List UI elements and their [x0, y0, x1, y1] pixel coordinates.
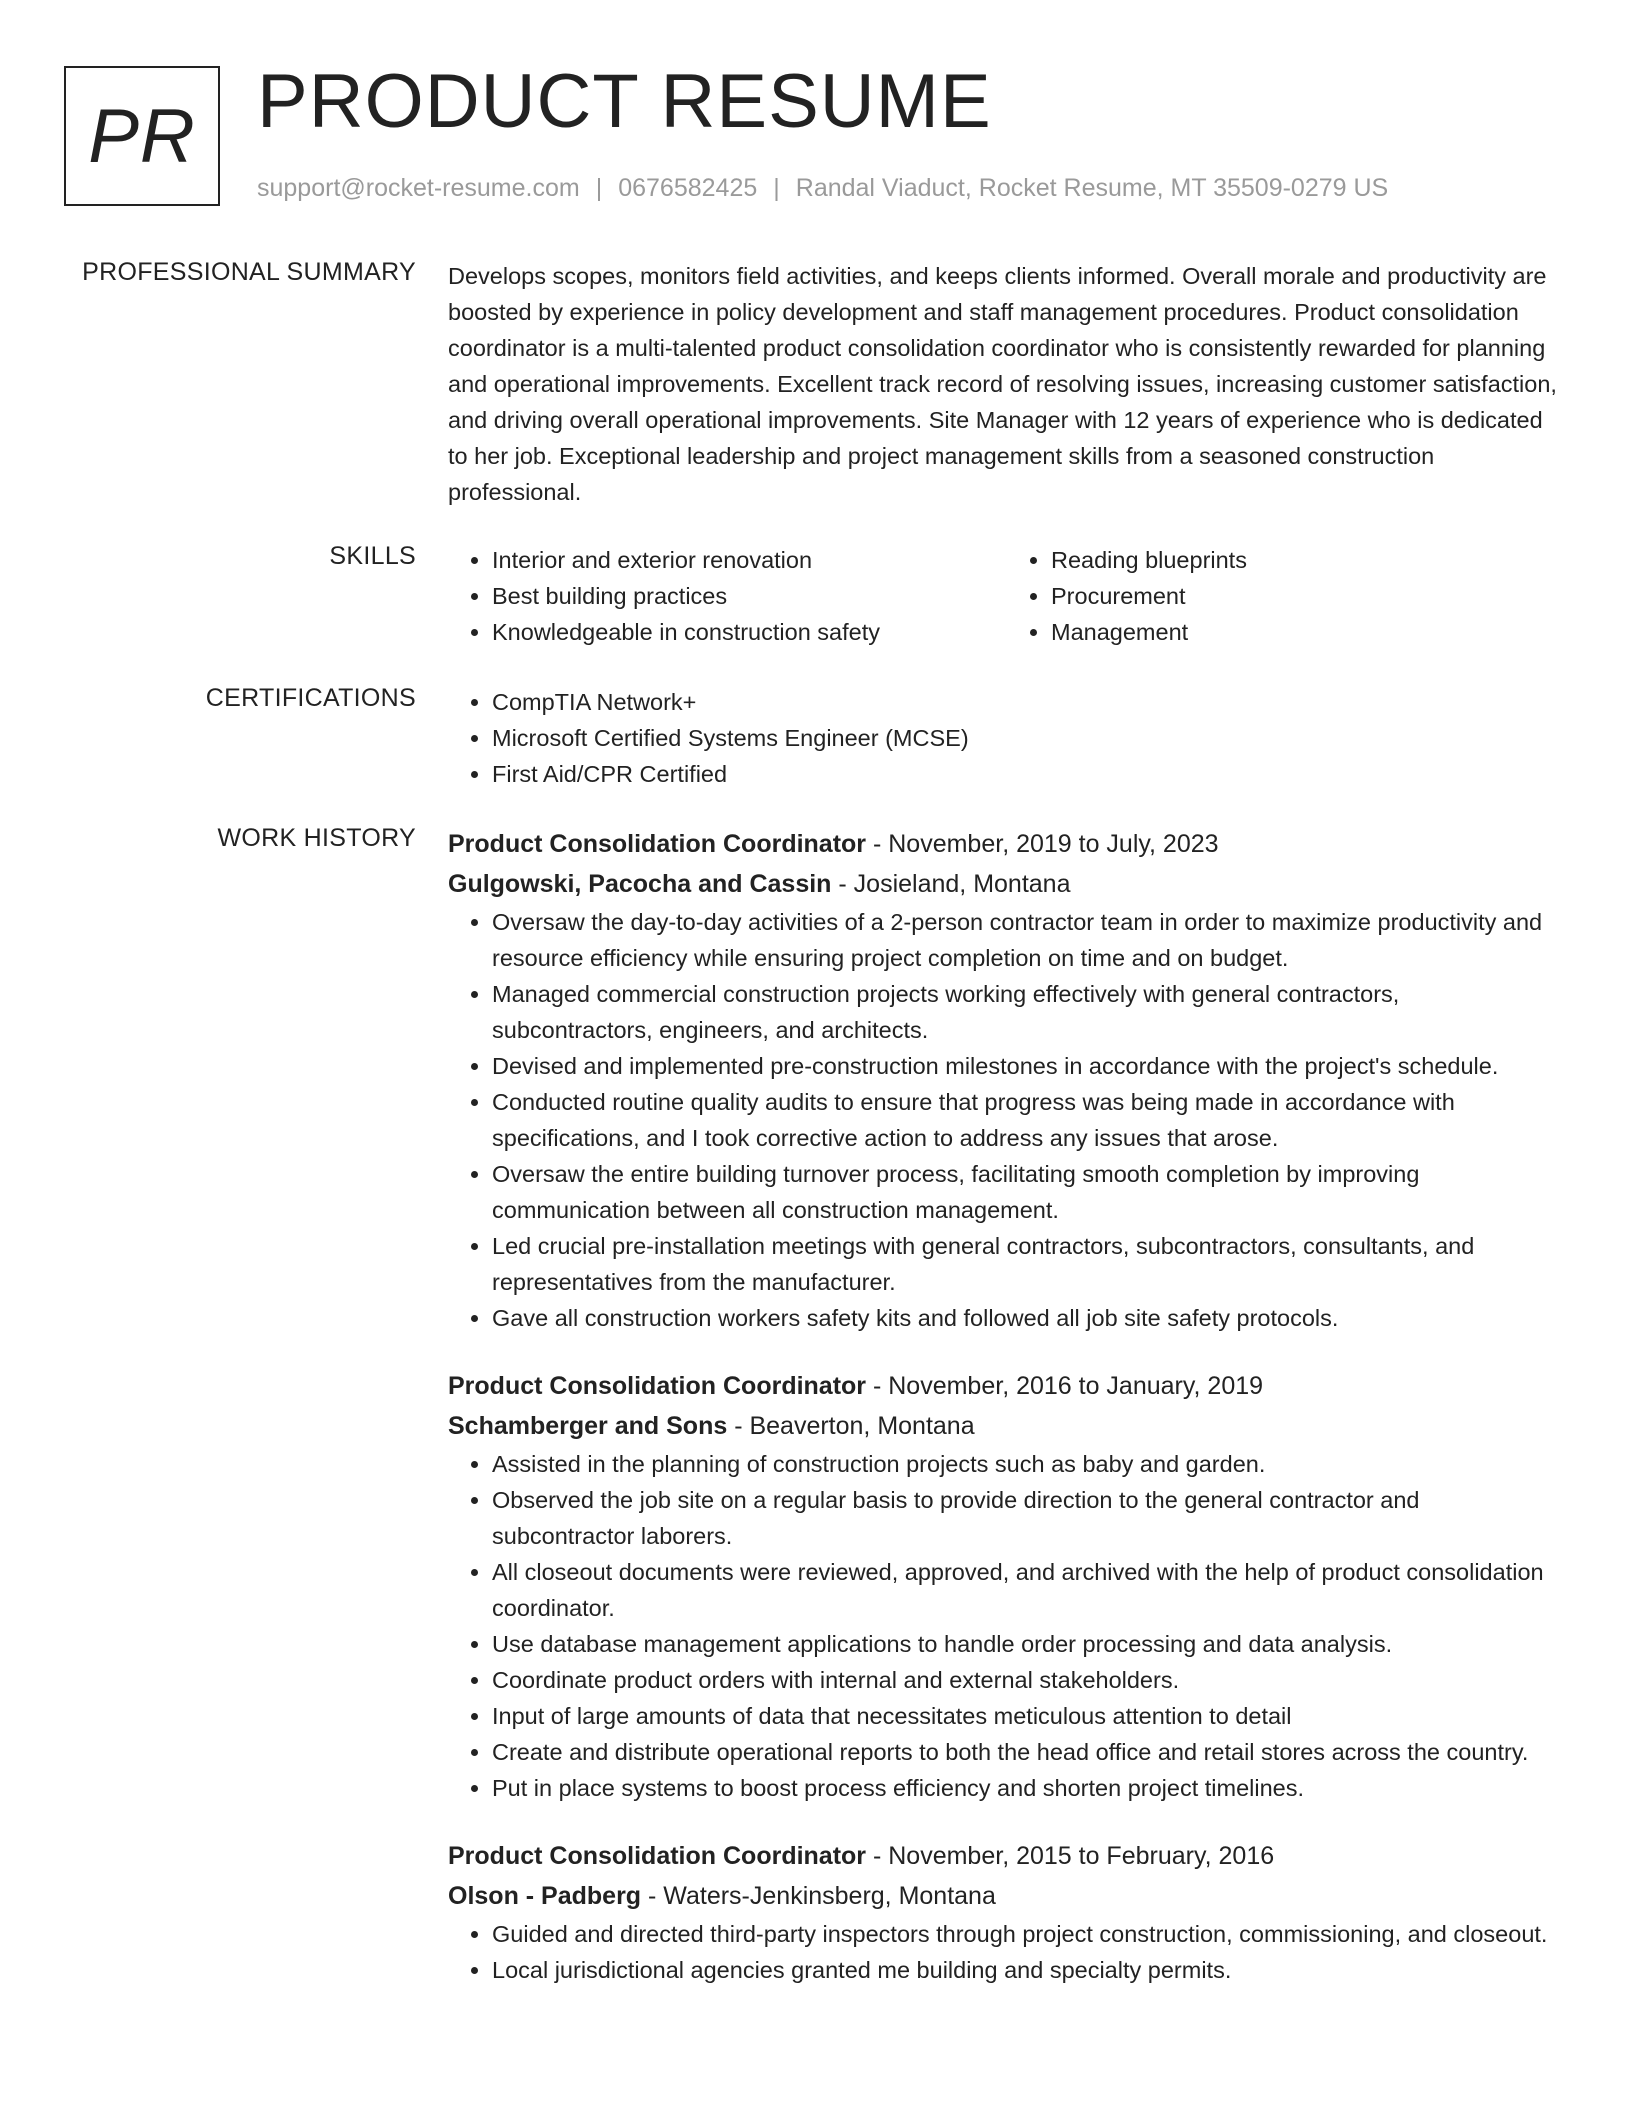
list-item: • Devised and implemented pre-construction milestones in accordance with the project's schedule.	[492, 1048, 1566, 1084]
list-item: • CompTIA Network+	[492, 684, 1566, 720]
list-item: • Best building practices	[492, 578, 1007, 614]
job-title: Product Consolidation Coordinator	[448, 1842, 867, 1870]
list-item: • Assisted in the planning of construction projects such as baby and garden.	[492, 1446, 1566, 1482]
list-item: • Microsoft Certified Systems Engineer (MCSE)	[492, 720, 1566, 756]
list-item: • Reading blueprints	[1051, 542, 1566, 578]
summary-body	[448, 258, 1566, 510]
list-item: • Led crucial pre-installation meetings with general contractors, subcontractors, consultants, and representatives from the manufacturer.	[492, 1228, 1566, 1300]
list-item: • Input of large amounts of data that necessitates meticulous attention to detail	[492, 1698, 1566, 1734]
job-location: - Waters-Jenkinsberg, Montana	[641, 1882, 996, 1910]
contact-line	[257, 174, 1388, 203]
monogram-logo: PR	[64, 66, 220, 206]
contact-address: Randal Viaduct, Rocket Resume, MT 35509-0279 US	[795, 174, 1389, 202]
job-entry	[448, 1836, 1566, 1988]
job-title: Product Consolidation Coordinator	[448, 830, 867, 858]
contact-email: support@rocket-resume.com	[257, 174, 580, 202]
job-dates: - November, 2015 to February, 2016	[866, 1842, 1275, 1870]
list-item: • Guided and directed third-party inspectors through project construction, commissioning, and closeout.	[492, 1916, 1566, 1952]
summary-label: PROFESSIONAL SUMMARY	[82, 258, 416, 286]
job-dates: - November, 2016 to January, 2019	[866, 1372, 1264, 1400]
list-item: • Put in place systems to boost process efficiency and shorten project timelines.	[492, 1770, 1566, 1806]
skills-column-2	[1007, 542, 1566, 650]
job-dates: - November, 2019 to July, 2023	[866, 830, 1219, 858]
job-bullets	[448, 904, 1566, 1336]
certifications-body	[448, 684, 1566, 792]
list-item: • Conducted routine quality audits to ensure that progress was being made in accordance with specifications, and I took corrective action to address any issues that arose.	[492, 1084, 1566, 1156]
list-item: • Observed the job site on a regular basis to provide direction to the general contractor and subcontractor laborers.	[492, 1482, 1566, 1554]
list-item: • Managed commercial construction projects working effectively with general contractors, subcontractors, engineers, and architects.	[492, 976, 1566, 1048]
work-history-body	[448, 824, 1566, 2018]
list-item: • Management	[1051, 614, 1566, 650]
skills-body	[448, 542, 1566, 650]
list-item: • Gave all construction workers safety kits and followed all job site safety protocols.	[492, 1300, 1566, 1336]
resume-header	[64, 59, 1564, 226]
skills-label: SKILLS	[329, 542, 416, 570]
job-company: Schamberger and Sons	[448, 1412, 728, 1440]
list-item: • Oversaw the day-to-day activities of a 2-person contractor team in order to maximize productivity and resource efficiency while ensuring project completion on time and on budget.	[492, 904, 1566, 976]
job-title: Product Consolidation Coordinator	[448, 1372, 867, 1400]
job-title-line	[448, 1366, 1566, 1406]
job-title-line	[448, 824, 1566, 864]
list-item: • All closeout documents were reviewed, approved, and archived with the help of product consolidation coordinator.	[492, 1554, 1566, 1626]
list-item: • Local jurisdictional agencies granted me building and specialty permits.	[492, 1952, 1566, 1988]
job-entry	[448, 824, 1566, 1336]
list-item: • Oversaw the entire building turnover process, facilitating smooth completion by improving communication between all construction management.	[492, 1156, 1566, 1228]
job-location: - Josieland, Montana	[831, 870, 1071, 898]
skills-column-1	[448, 542, 1007, 650]
job-title-line	[448, 1836, 1566, 1876]
job-company: Olson - Padberg	[448, 1882, 642, 1910]
resume-name: PRODUCT RESUME	[257, 59, 992, 144]
job-company-line	[448, 1876, 1566, 1916]
job-bullets	[448, 1446, 1566, 1806]
contact-separator: |	[595, 174, 603, 202]
list-item: • First Aid/CPR Certified	[492, 756, 1566, 792]
job-company: Gulgowski, Pacocha and Cassin	[448, 870, 832, 898]
list-item: • Create and distribute operational reports to both the head office and retail stores across the country.	[492, 1734, 1566, 1770]
job-location: - Beaverton, Montana	[727, 1412, 975, 1440]
contact-separator: |	[773, 174, 780, 202]
job-company-line	[448, 864, 1566, 904]
certifications-label: CERTIFICATIONS	[205, 684, 416, 712]
certifications-list	[448, 684, 1566, 792]
summary-text: Develops scopes, monitors field activities, and keeps clients informed. Overall morale and productivity are boosted by experience in policy development and staff management procedures. Product consolidation coordinator is a multi-talented product consolidation coordinator who is consistently rewarded for planning and operational improvements. Excellent track record of resolving issues, increasing customer satisfaction, and driving overall operational improvements. Site Manager with 12 years of experience who is dedicated to her job. Exceptional leadership and project management skills from a seasoned construction professional.	[448, 263, 1557, 505]
list-item: • Procurement	[1051, 578, 1566, 614]
list-item: • Interior and exterior renovation	[492, 542, 1007, 578]
job-bullets	[448, 1916, 1566, 1988]
job-entry	[448, 1366, 1566, 1806]
job-company-line	[448, 1406, 1566, 1446]
list-item: • Coordinate product orders with internal and external stakeholders.	[492, 1662, 1566, 1698]
contact-phone: 0676582425	[618, 174, 758, 202]
list-item: • Use database management applications to handle order processing and data analysis.	[492, 1626, 1566, 1662]
work-history-label: WORK HISTORY	[217, 824, 416, 852]
list-item: • Knowledgeable in construction safety	[492, 614, 1007, 650]
